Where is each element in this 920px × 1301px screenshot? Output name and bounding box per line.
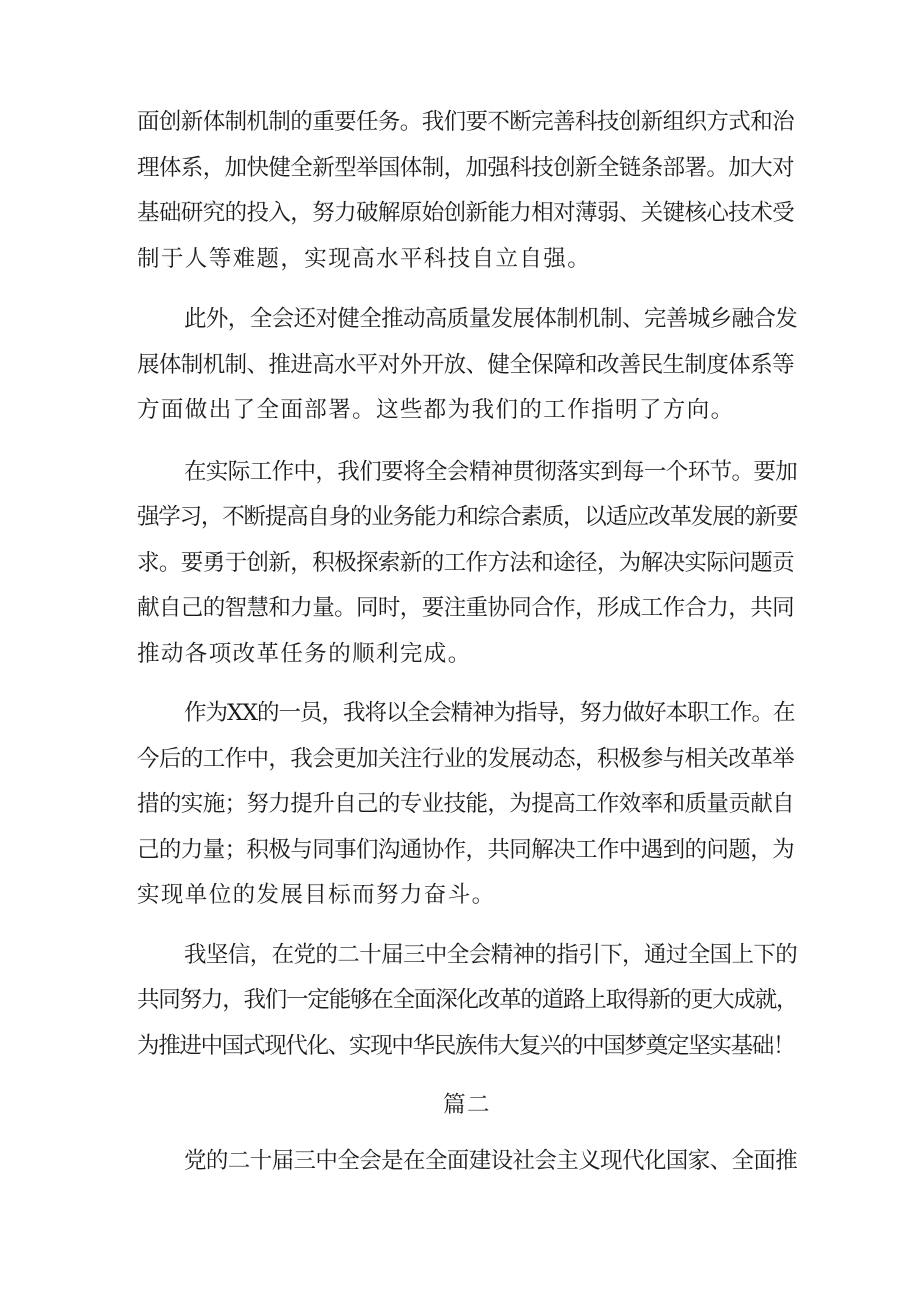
text-line: 献自己的智慧和力量。同时，要注重协同合作，形成工作合力，共同 xyxy=(137,595,795,621)
text-line: 求。要勇于创新，积极探索新的工作方法和途径，为解决实际问题贡 xyxy=(137,549,795,576)
text-line: 实现单位的发展目标而努力奋斗。 xyxy=(137,882,496,908)
text-line: 作为XX的一员，我将以全会精神为指导，努力做好本职工作。在 xyxy=(184,700,795,726)
text-line: 措的实施；努力提升自己的专业技能，为提高工作效率和质量贡献自 xyxy=(137,791,795,817)
text-line: 方面做出了全面部署。这些都为我们的工作指明了方向。 xyxy=(137,397,735,423)
text-line: 己的力量；积极与同事们沟通协作，共同解决工作中遇到的问题，为 xyxy=(137,836,795,863)
paragraph xyxy=(137,450,797,678)
text-line: 展体制机制、推进高水平对外开放、健全保障和改善民生制度体系等 xyxy=(137,351,795,378)
paragraph xyxy=(137,297,797,434)
text-line: 我坚信，在党的二十届三中全会精神的指引下，通过全国上下的 xyxy=(184,941,798,968)
text-line: 制于人等难题，实现高水平科技自立自强。 xyxy=(137,245,592,272)
text-line: 在实际工作中，我们要将全会精神贯彻落实到每一个环节。要加 xyxy=(184,458,798,485)
text-line: 强学习，不断提高自身的业务能力和综合素质，以适应改革发展的新要 xyxy=(137,504,798,530)
text-line: 理体系，加快健全新型举国体制，加强科技创新全链条部署。加大对 xyxy=(137,154,795,181)
paragraph xyxy=(137,933,797,1070)
text-line: 今后的工作中，我会更加关注行业的发展动态，积极参与相关改革举 xyxy=(137,745,795,772)
text-line: 推动各项改革任务的顺利完成。 xyxy=(137,640,472,667)
paragraph xyxy=(137,100,797,282)
text-line: 党的二十届三中全会是在全面建设社会主义现代化国家、全面推 xyxy=(184,1147,798,1174)
text-line: 此外，全会还对健全推动高质量发展体制机制、完善城乡融合发 xyxy=(184,306,798,332)
paragraph xyxy=(137,1139,797,1185)
text-line: 共同努力，我们一定能够在全面深化改革的道路上取得新的更大成就， xyxy=(137,987,798,1013)
section-heading: 篇二 xyxy=(443,1092,491,1118)
text-line: 基础研究的投入，努力破解原始创新能力相对薄弱、关键核心技术受 xyxy=(137,200,795,226)
text-line: 面创新体制机制的重要任务。我们要不断完善科技创新组织方式和治 xyxy=(137,109,795,135)
document-page xyxy=(137,100,797,1184)
paragraph xyxy=(137,691,797,919)
text-line: 为推进中国式现代化、实现中华民族伟大复兴的中国梦奠定坚实基础！ xyxy=(137,1032,795,1059)
